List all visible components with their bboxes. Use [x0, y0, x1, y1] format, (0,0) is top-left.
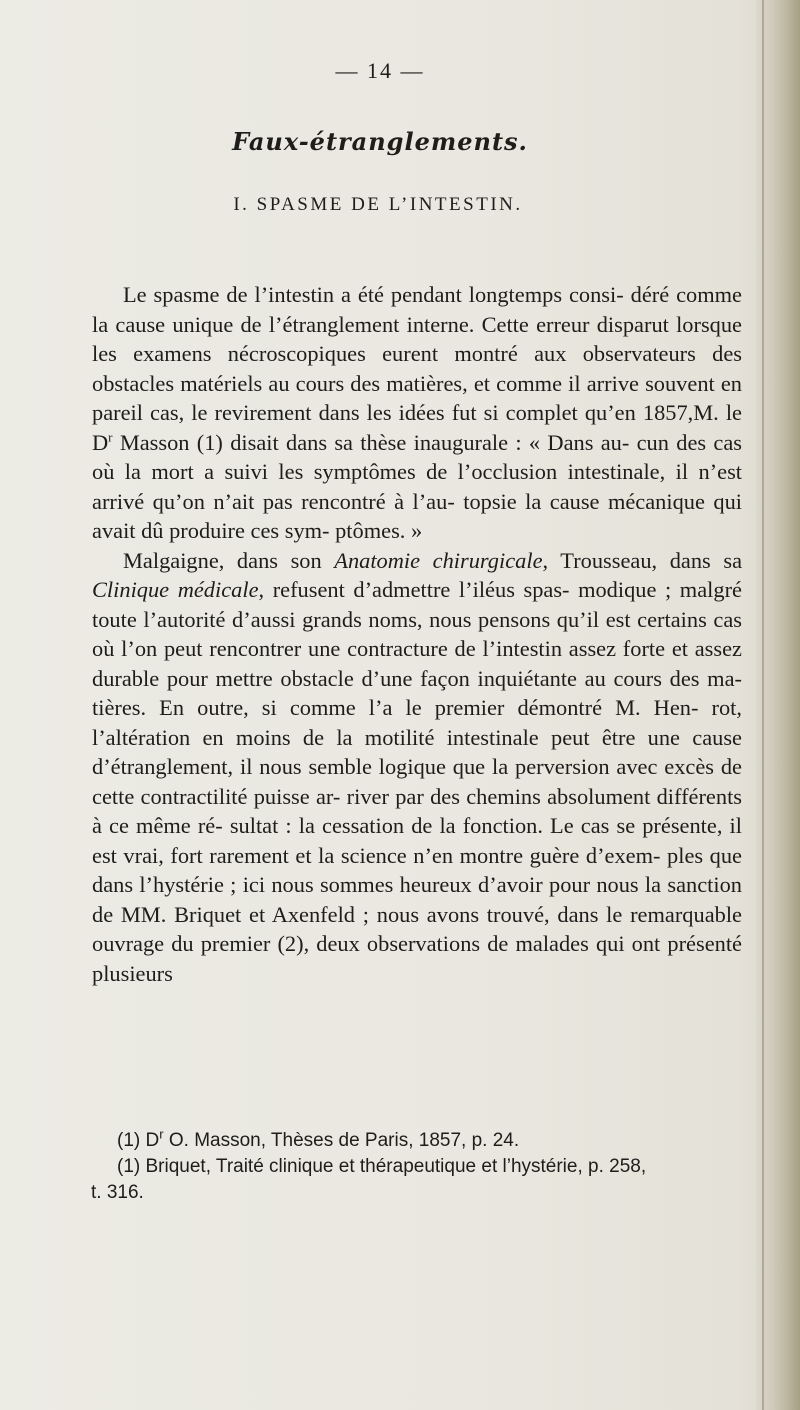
footnote-1-superscript: r [159, 1126, 164, 1142]
superscript-r: r [108, 429, 113, 445]
paragraph-1-part-a: Le spasme de l’intestin a été pendant longtemps consi- déré comme la cause unique de l’étranglement interne. Cette erreur disparut lorsque les examens nécroscopiques eurent montré aux observateurs des obstacles matériels au cours des matières, et comme il arrive souvent en pareil cas, le revirement dans les idées fut si complet qu’en 1857,M. le D [92, 282, 742, 455]
footnote-1 [117, 1128, 742, 1154]
paragraph-1-part-b: Masson (1) disait dans sa thèse inaugurale : « Dans au- cun des cas où la mort a suivi les symptômes de l’occlusion intestinale, il n’est arrivé qu’on n’ait pas rencontré à l’au- topsie la cause mécanique qui avait dû produire ces sym- ptômes. » [92, 429, 742, 543]
paragraph-2 [92, 546, 742, 989]
paragraph-2-part-b: , Trousseau, dans sa [542, 547, 743, 573]
footnote-2-continuation [91, 1180, 742, 1206]
footnotes [91, 1126, 742, 1206]
page-number: — 14 — [335, 58, 425, 83]
footnote-1-part-b: O. Masson, Thèses de Paris, 1857, p. 24. [163, 1130, 520, 1151]
book-title-anatomie: Anatomie chirurgicale [334, 547, 543, 573]
footnote-2 [117, 1154, 742, 1180]
body-text [92, 280, 742, 988]
paragraph-2-part-a: Malgaigne, dans son [123, 547, 335, 573]
book-title-clinique: Clinique médicale [92, 577, 259, 602]
footnote-2-line-1: (1) Briquet, Traité clinique et thérapeutique et l’hystérie, p. 258, [117, 1156, 647, 1177]
subsection-title: I. SPASME DE L’INTESTIN. [233, 194, 523, 215]
footnote-2-line-2: t. 316. [91, 1182, 144, 1203]
footnote-1-part-a: (1) D [117, 1130, 160, 1151]
section-title: Faux-étranglements. [232, 127, 528, 156]
paragraph-1 [92, 280, 742, 546]
paragraph-2-part-c: , refusent d’admettre l’iléus spas- modique ; malgré toute l’autorité d’aussi grands noms, nous pensons qu’il est certains cas où l’on peut rencontrer une contracture de l’intestin assez forte et assez durable pour mettre obstacle d’une façon inquiétante au cours des ma- tières. En outre, si comme l’a le premier démontré M. Hen- rot, l’altération en moins de la motilité intestinale peut être une cause d’étranglement, il nous semble logique que la perversion avec excès de cette contractilité puisse ar- river par des chemins absolument différents à ce même ré- sultat : la cessation de la fonction. Le cas se présente, il est vrai, fort rarement et la science n’en montre guère d’exem- ples que dans l’hystérie ; ici nous sommes heureux d’avoir pour nous la sanction de MM. Briquet et Axenfeld ; nous avons trouvé, dans le remarquable ouvrage du premier (2), deux observations de malades qui ont présenté plusieurs [92, 577, 742, 986]
